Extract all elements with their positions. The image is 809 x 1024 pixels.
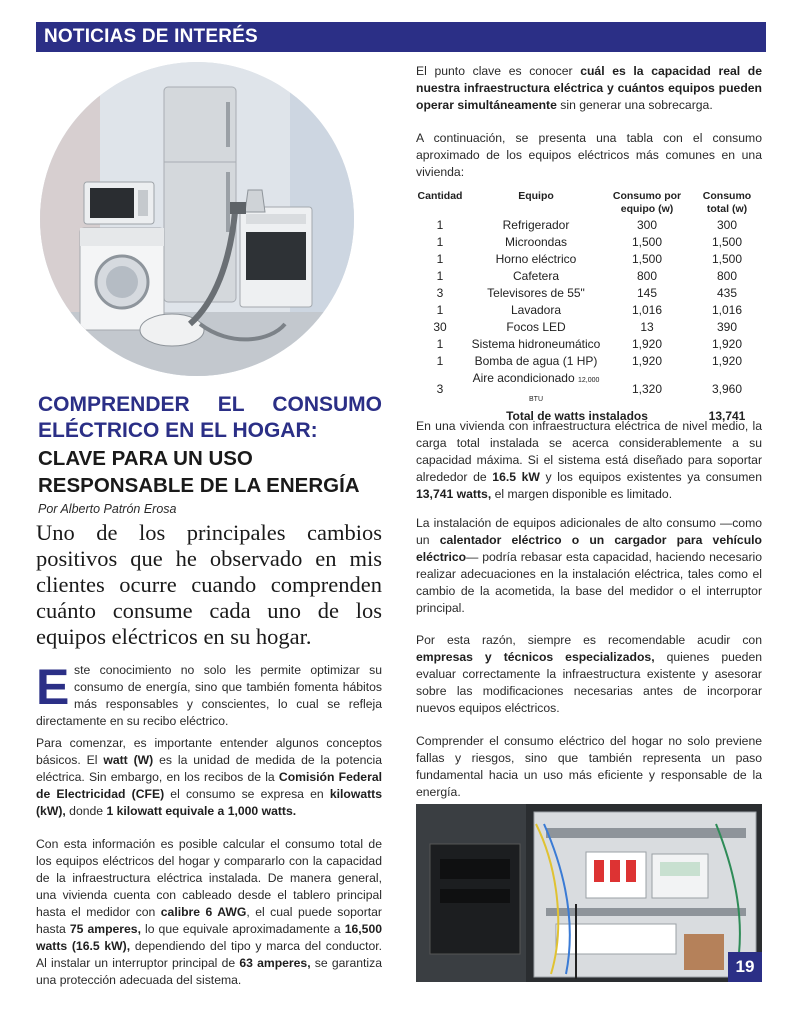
cell-qty: 1 xyxy=(436,269,444,283)
electrical-panel-photo xyxy=(416,804,762,982)
cell-unit: 300 xyxy=(636,218,658,232)
p1-text-a: Para comenzar, es importante entender algunos conceptos básicos. El xyxy=(36,736,382,767)
r3-text-e: el margen disponible es limitado. xyxy=(491,487,673,501)
cell-qty: 3 xyxy=(436,381,444,396)
table-row xyxy=(414,285,766,302)
col-header-qty: Cantidad xyxy=(417,190,463,202)
cell-qty: 1 xyxy=(436,354,444,368)
p2-text-a: Con esta información es posible calcular el consumo total de los equipos eléctricos del hogar y compararlo con la capacidad de la infraestructura eléctrica instalada. De manera general, una vivienda cuenta con cableado desde el tablero principal hasta el medidor con xyxy=(36,837,382,919)
r1-bold: cuál es la capacidad real de nuestra infraestructura eléctrica y cuántos equipos pueden operar simultáneamente xyxy=(416,64,763,112)
p1-text-c: es la unidad de medida de la potencia eléctrica. Sin embargo, en los recibos de la xyxy=(36,753,382,784)
p1-text-g: donde xyxy=(65,804,107,818)
table-row xyxy=(414,370,766,408)
p1-bold-watt: watt (W) xyxy=(103,753,154,767)
cell-unit: 1,500 xyxy=(631,235,663,249)
p1-text-e: el consumo se expresa en xyxy=(164,787,330,801)
r4-text-a: La instalación de equipos adicionales de alto consumo —como un xyxy=(416,516,762,547)
r4-text-c: — podría rebasar esta capacidad, haciendo necesario realizar adecuaciones en la instalación eléctrica, tales como el cambio de la acometida, la base del medidor o el interruptor principal. xyxy=(416,550,762,615)
col-header-total xyxy=(688,190,766,217)
cell-equipment: Cafetera xyxy=(512,269,560,283)
cell-qty: 1 xyxy=(436,235,444,249)
p2-text-c: , el cual puede soportar hasta xyxy=(36,905,382,936)
p2-text-g: dependiendo del tipo y marca del conductor. Al instalar un interruptor principal de xyxy=(36,939,383,970)
paragraph-basics xyxy=(36,735,382,820)
p1-bold-cfe: Comisión Federal de Electricidad (CFE) xyxy=(36,770,382,801)
cell-qty: 1 xyxy=(436,252,444,266)
cell-unit: 800 xyxy=(636,269,658,283)
table-row xyxy=(414,268,766,285)
cell-qty: 1 xyxy=(436,218,444,232)
paragraph-conclusion: Comprender el consumo eléctrico del hogar no solo previene fallas y riesgos, sino que también representa un paso fundamental hacia un uso más eficiente y responsable de la energía. xyxy=(416,734,762,799)
paragraph-additional-equipment xyxy=(416,515,762,617)
p2-bold-watts: 16,500 watts (16.5 kW), xyxy=(36,922,383,953)
intro-text: ste conocimiento no solo les permite optimizar su consumo de energía, sino que también fomenta hábitos más responsables y conscientes, lo cual se refleja directamente en su recibo eléctrico. xyxy=(36,663,382,728)
consumption-table xyxy=(414,190,766,425)
col-header-total-l1: Consumo xyxy=(702,190,752,202)
cell-equipment-note: 12,000 BTU xyxy=(529,377,600,403)
col-header-unit-l2: equipo (w) xyxy=(620,203,674,215)
r3-text-c: y los equipos existentes ya consumen xyxy=(539,470,762,484)
paragraph-capacity xyxy=(36,836,382,989)
table-row xyxy=(414,234,766,251)
table-row xyxy=(414,302,766,319)
cell-equipment-text: Aire acondicionado xyxy=(472,371,575,385)
total-label: Total de watts instalados xyxy=(506,409,648,423)
cell-qty: 1 xyxy=(436,303,444,317)
table-row xyxy=(414,251,766,268)
cell-equipment: Lavadora xyxy=(510,303,562,317)
cell-equipment: Focos LED xyxy=(506,320,566,334)
cell-qty: 1 xyxy=(436,337,444,351)
r5-bold: empresas y técnicos especializados, xyxy=(416,650,655,664)
table-header-row xyxy=(414,190,766,217)
electrical-panel-illustration xyxy=(416,804,762,982)
cell-unit: 145 xyxy=(636,286,658,300)
table-row xyxy=(414,319,766,336)
cell-unit: 1,920 xyxy=(631,337,663,351)
col-header-equipment: Equipo xyxy=(518,190,554,202)
cell-total: 1,920 xyxy=(711,337,743,351)
cell-unit: 1,320 xyxy=(631,381,663,396)
p1-bold-equivalence: 1 kilowatt equivale a 1,000 watts. xyxy=(106,804,297,818)
drop-cap: E xyxy=(36,659,70,715)
subhead-line-2: RESPONSABLE DE LA ENERGÍA xyxy=(38,474,360,497)
r3-bold-kw: 16.5 kW xyxy=(492,470,540,484)
page-number: 19 xyxy=(728,952,762,982)
p2-bold-calibre: calibre 6 AWG xyxy=(160,905,247,919)
r1-text-a: El punto clave es conocer xyxy=(416,64,581,78)
section-header-bar xyxy=(36,22,766,52)
table-row xyxy=(414,217,766,234)
cell-unit: 1,016 xyxy=(631,303,663,317)
cell-total: 1,016 xyxy=(711,303,743,317)
cell-qty: 3 xyxy=(436,286,444,300)
table-row xyxy=(414,336,766,353)
col-header-total-l2: total (w) xyxy=(706,203,748,215)
cell-equipment: Microondas xyxy=(504,235,568,249)
cell-total: 3,960 xyxy=(711,381,743,396)
cell-equipment xyxy=(466,370,606,408)
intro-paragraph xyxy=(36,659,382,730)
cell-equipment: Refrigerador xyxy=(502,218,570,232)
subhead-line-1: CLAVE PARA UN USO xyxy=(38,447,253,470)
paragraph-key-point xyxy=(416,63,762,114)
cell-equipment: Horno eléctrico xyxy=(495,252,577,266)
cell-unit: 1,500 xyxy=(631,252,663,266)
cell-total: 390 xyxy=(716,320,738,334)
appliances-photo xyxy=(40,62,354,376)
headline-line-2: ELÉCTRICO EN EL HOGAR: xyxy=(38,419,318,442)
headline-line-1: COMPRENDER EL CONSUMO xyxy=(38,393,382,416)
cell-total: 1,500 xyxy=(711,252,743,266)
cell-total: 435 xyxy=(716,286,738,300)
p2-text-e: lo que equivale aproximadamente a xyxy=(140,922,345,936)
cell-equipment: Televisores de 55" xyxy=(487,286,585,300)
lead-paragraph: Uno de los principales cambios positivos que he observado en mis clientes ocurre cuando comprenden cuánto consume cada uno de los equipos eléctricos en su hogar. xyxy=(36,520,382,649)
article-subheadline xyxy=(38,445,382,499)
appliances-illustration xyxy=(40,62,354,376)
r5-text-c: quienes pueden evaluar correctamente la infraestructura existente y asesorar sobre las modificaciones necesarias antes de incorporar nuevos equipos eléctricos. xyxy=(416,650,762,715)
p2-bold-breaker: 63 amperes, xyxy=(239,956,311,970)
paragraph-table-intro: A continuación, se presenta una tabla con el consumo aproximado de los equipos eléctricos más comunes en una vivienda: xyxy=(416,131,762,179)
r4-bold: calentador eléctrico o un cargador para vehículo eléctrico xyxy=(416,533,762,564)
cell-unit: 13 xyxy=(640,320,654,334)
total-value: 13,741 xyxy=(708,409,746,423)
col-header-unit-l1: Consumo por xyxy=(612,190,682,202)
table-row xyxy=(414,353,766,370)
cell-total: 1,920 xyxy=(711,354,743,368)
r5-text-a: Por esta razón, siempre es recomendable acudir con xyxy=(416,633,762,647)
article-headline xyxy=(38,392,382,444)
cell-equipment: Sistema hidroneumático xyxy=(471,337,601,351)
cell-total: 1,500 xyxy=(711,235,743,249)
section-title: NOTICIAS DE INTERÉS xyxy=(44,26,258,47)
p2-bold-amperes: 75 amperes, xyxy=(69,922,141,936)
p1-bold-kw: kilowatts (kW), xyxy=(36,787,383,818)
cell-qty: 30 xyxy=(433,320,447,334)
cell-total: 800 xyxy=(716,269,738,283)
paragraph-load xyxy=(416,418,762,503)
r3-bold-watts: 13,741 watts, xyxy=(416,487,492,501)
paragraph-specialists xyxy=(416,632,762,717)
cell-unit: 1,920 xyxy=(631,354,663,368)
r1-text-c: sin generar una sobrecarga. xyxy=(556,98,713,112)
p2-text-i: se garantiza una protección adecuada del sistema. xyxy=(36,956,383,987)
cell-equipment: Bomba de agua (1 HP) xyxy=(474,354,598,368)
col-header-unit xyxy=(606,190,688,217)
r3-text-a: En una vivienda con infraestructura eléctrica de nivel medio, la carga total instalada se acerca considerablemente a su capacidad máxima. Si el sistema está diseñado para soportar alrededor de xyxy=(416,419,762,484)
byline: Por Alberto Patrón Erosa xyxy=(38,502,177,516)
cell-total: 300 xyxy=(716,218,738,232)
